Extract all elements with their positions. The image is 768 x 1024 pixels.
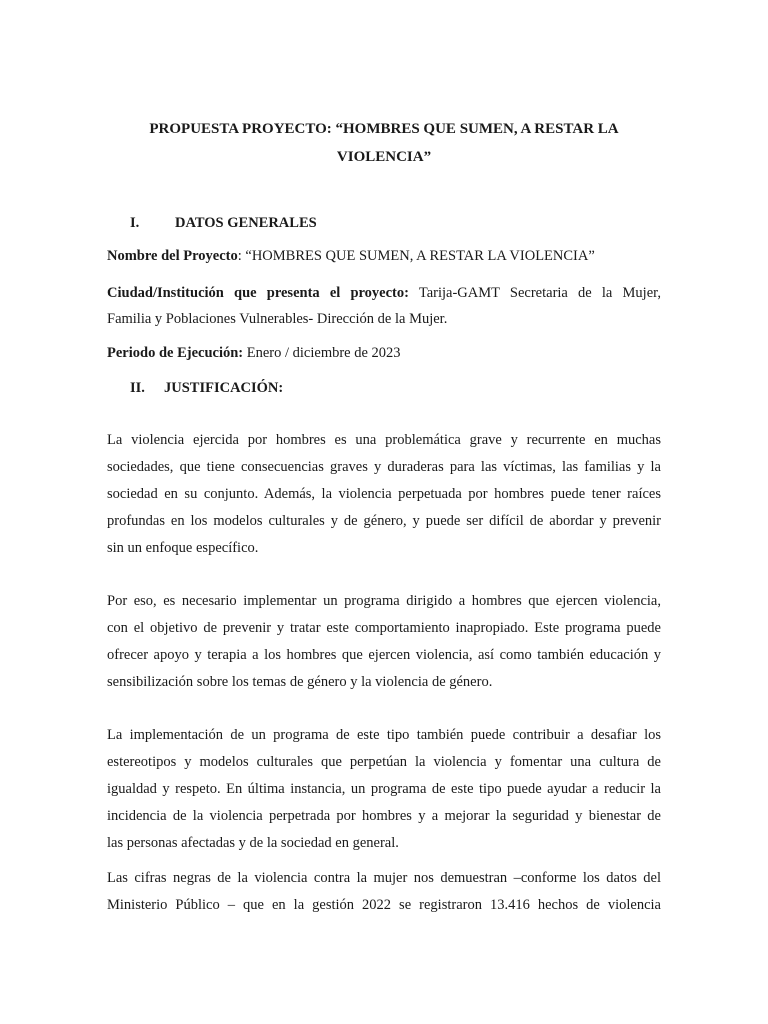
document-title	[107, 115, 661, 171]
text-line: sociedades, que tiene consecuencias graves y duraderas para las víctimas, las familias y la	[107, 459, 661, 475]
text-line: las personas afectadas y de la sociedad en general.	[107, 835, 399, 851]
field-label: Periodo de Ejecución:	[107, 345, 244, 361]
field-value: : “HOMBRES QUE SUMEN, A RESTAR LA VIOLENCIA”	[237, 248, 595, 264]
paragraph-3	[107, 722, 661, 857]
field-nombre-proyecto	[107, 243, 661, 269]
field-value: Enero / diciembre de 2023	[243, 345, 401, 361]
field-value: Tarija-GAMT Secretaria de la Mujer,	[408, 285, 661, 301]
text-line: sensibilización sobre los temas de género y la violencia de género.	[107, 674, 493, 690]
section-label: JUSTIFICACIÓN:	[164, 380, 284, 396]
section-heading-justificacion	[130, 378, 283, 398]
field-value-continued: Familia y Poblaciones Vulnerables- Dirección de la Mujer.	[107, 311, 448, 327]
text-line: La violencia ejercida por hombres es una problemática grave y recurrente en muchas	[107, 432, 661, 448]
text-line: sociedad en su conjunto. Además, la violencia perpetuada por hombres puede tener raíces	[107, 486, 661, 502]
field-ciudad-institucion	[107, 280, 661, 332]
section-heading-datos-generales	[130, 213, 317, 233]
paragraph-1	[107, 427, 661, 562]
title-line-1: PROPUESTA PROYECTO: “HOMBRES QUE SUMEN, A RESTAR LA	[149, 121, 619, 137]
section-number: I.	[130, 215, 140, 231]
text-line: estereotipos y modelos culturales que perpetúan la violencia y fomentar una cultura de	[107, 754, 661, 770]
text-line: igualdad y respeto. En última instancia, un programa de este tipo puede ayudar a reducir la	[107, 781, 661, 797]
text-line: incidencia de la violencia perpetrada por hombres y a mejorar la seguridad y bienestar de	[107, 808, 661, 824]
text-line: Ministerio Público – que en la gestión 2022 se registraron 13.416 hechos de violencia	[107, 897, 661, 913]
field-periodo-ejecucion	[107, 340, 661, 366]
text-line: profundas en los modelos culturales y de género, y puede ser difícil de abordar y prevenir	[107, 513, 661, 529]
text-line: La implementación de un programa de este tipo también puede contribuir a desafiar los	[107, 727, 661, 743]
field-label: Nombre del Proyecto	[107, 248, 238, 264]
section-label: DATOS GENERALES	[175, 215, 317, 231]
text-line: con el objetivo de prevenir y tratar este comportamiento inapropiado. Este programa puede	[107, 620, 661, 636]
text-line: ofrecer apoyo y terapia a los hombres que ejercen violencia, así como también educación y	[107, 647, 661, 663]
paragraph-2	[107, 588, 661, 696]
text-line: Las cifras negras de la violencia contra la mujer nos demuestran –conforme los datos del	[107, 870, 661, 886]
text-line: sin un enfoque específico.	[107, 540, 259, 556]
section-number: II.	[130, 380, 145, 396]
paragraph-4	[107, 865, 661, 919]
title-line-2: VIOLENCIA”	[336, 149, 432, 165]
text-line: Por eso, es necesario implementar un programa dirigido a hombres que ejercen violencia,	[107, 593, 661, 609]
field-label: Ciudad/Institución que presenta el proyecto:	[107, 285, 409, 301]
